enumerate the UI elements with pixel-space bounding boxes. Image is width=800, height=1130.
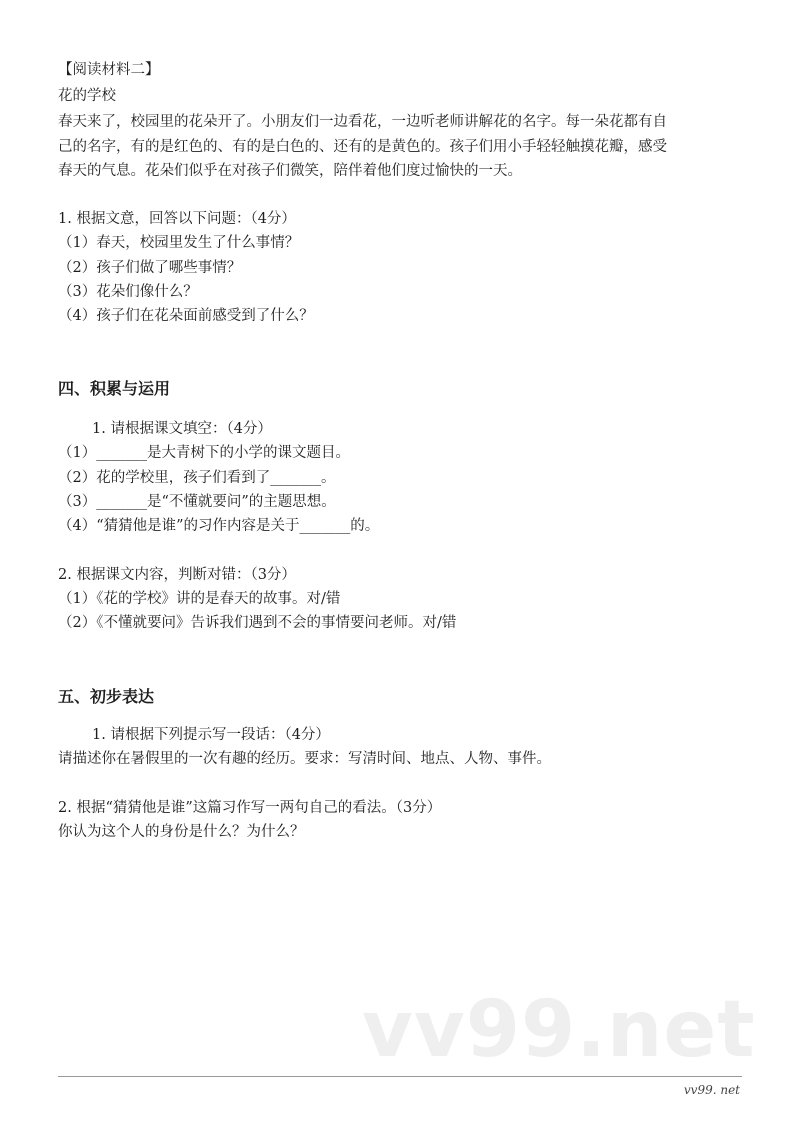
question-item: （1）春天，校园里发生了什么事情？ bbox=[58, 235, 300, 251]
true-false-item: （2）《不懂就要问》告诉我们遇到不会的事情要问老师。对/错 bbox=[58, 615, 457, 631]
reading-material-label: 【阅读材料二】 bbox=[58, 62, 160, 78]
true-false-item: （1）《花的学校》讲的是春天的故事。对/错 bbox=[58, 591, 341, 607]
paragraph-line: 春天来了，校园里的花朵开了。小朋友们一边看花，一边听老师讲解花的名字。每一朵花都有自 bbox=[58, 114, 667, 130]
question-item: （3）花朵们像什么？ bbox=[58, 284, 198, 300]
footer-divider bbox=[58, 1076, 742, 1077]
question-prompt: 1. 根据文意，回答以下问题：（4分） bbox=[58, 211, 296, 227]
section-heading: 四、积累与运用 bbox=[58, 379, 171, 398]
question-prompt: 2. 根据“猜猜他是谁”这篇习作写一两句自己的看法。（3分） bbox=[58, 800, 442, 816]
question-prompt: 1. 请根据下列提示写一段话：（4分） bbox=[92, 727, 330, 743]
fill-blank-item: （1）_______是大青树下的小学的课文题目。 bbox=[58, 445, 350, 461]
question-prompt: 1. 请根据课文填空：（4分） bbox=[92, 421, 272, 437]
paragraph-line: 春天的气息。花朵们似乎在对孩子们微笑，陪伴着他们度过愉快的一天。 bbox=[58, 163, 522, 179]
fill-blank-item: （2）花的学校里，孩子们看到了_______。 bbox=[58, 470, 336, 486]
question-text: 你认为这个人的身份是什么？为什么？ bbox=[58, 824, 305, 840]
question-prompt: 2. 根据课文内容，判断对错：（3分） bbox=[58, 567, 296, 583]
reading-material-title: 花的学校 bbox=[58, 88, 116, 104]
question-text: 请描述你在暑假里的一次有趣的经历。要求：写清时间、地点、人物、事件。 bbox=[58, 751, 551, 767]
question-item: （4）孩子们在花朵面前感受到了什么？ bbox=[58, 308, 314, 324]
fill-blank-item: （3）_______是“不懂就要问”的主题思想。 bbox=[58, 494, 336, 510]
question-item: （2）孩子们做了哪些事情？ bbox=[58, 260, 242, 276]
fill-blank-item: （4）“猜猜他是谁”的习作内容是关于_______的。 bbox=[58, 518, 380, 534]
paragraph-line: 己的名字，有的是红色的、有的是白色的、还有的是黄色的。孩子们用小手轻轻触摸花瓣，感受 bbox=[58, 139, 667, 155]
footer-site-name: vv99. net bbox=[683, 1083, 740, 1097]
watermark: vv99.net bbox=[362, 985, 756, 1075]
section-heading: 五、初步表达 bbox=[58, 687, 155, 706]
